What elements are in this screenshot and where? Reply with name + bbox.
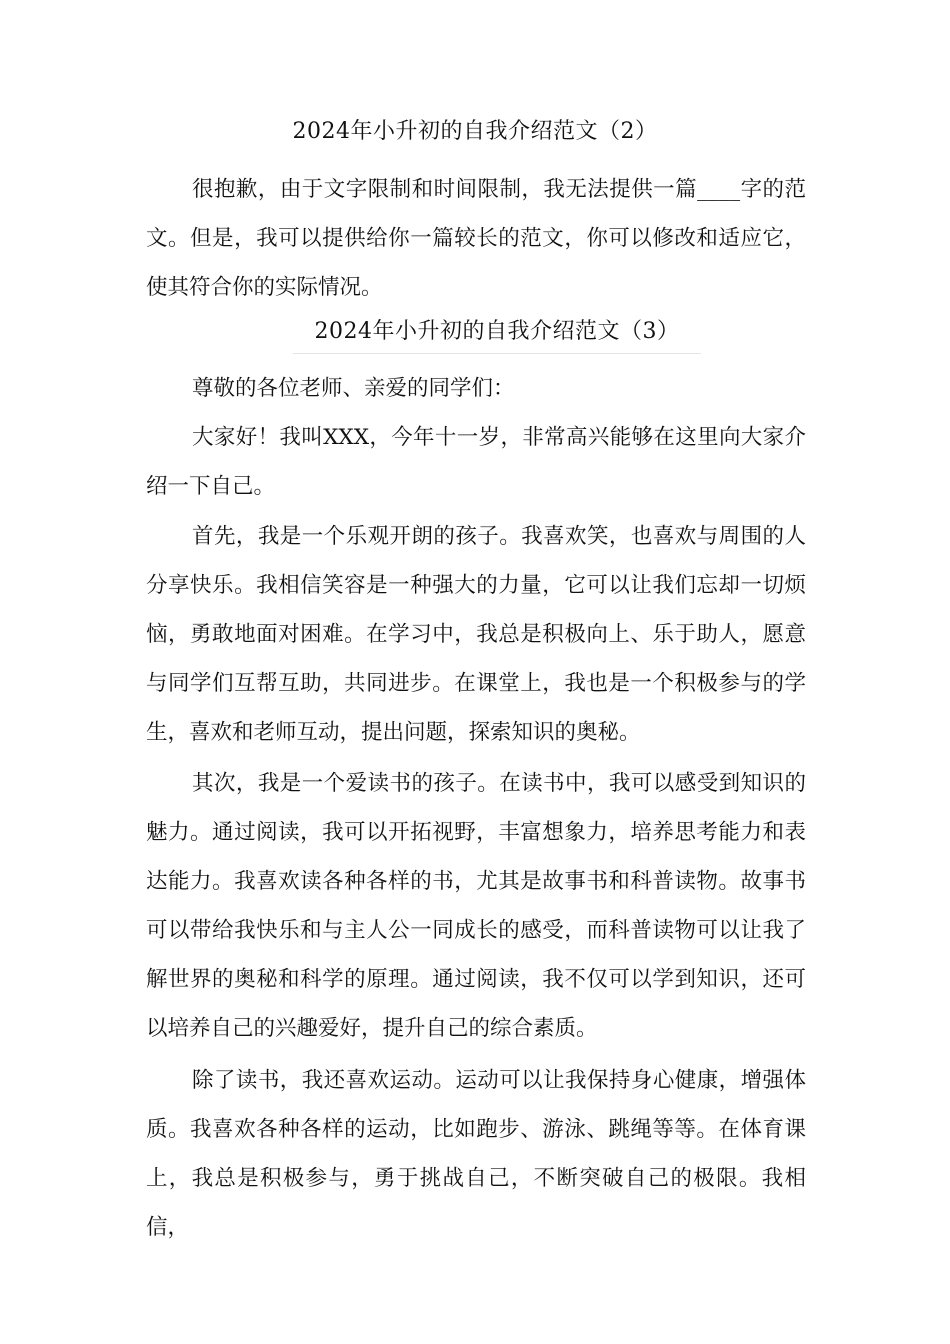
paragraph-personality: 首先，我是一个乐观开朗的孩子。我喜欢笑，也喜欢与周围的人分享快乐。我相信笑容是一种强大的力量，它可以让我们忘却一切烦恼，勇敢地面对困难。在学习中，我总是积极向上、乐于助人，愿意与同学们互帮互助，共同进步。在课堂上，我也是一个积极参与的学生，喜欢和老师互动，提出问题，探索知识的奥秘。 <box>146 524 806 745</box>
document-title-2: 2024年小升初的自我介绍范文（2） <box>292 119 658 144</box>
paragraph-reading: 其次，我是一个爱读书的孩子。在读书中，我可以感受到知识的魅力。通过阅读，我可以开拓视野，丰富想象力，培养思考能力和表达能力。我喜欢读各种各样的书，尤其是故事书和科普读物。故事书可以带给我快乐和与主人公一同成长的感受，而科普读物可以让我了解世界的奥秘和科学的原理。通过阅读，我不仅可以学到知识，还可以培养自己的兴趣爱好，提升自己的综合素质。 <box>146 771 806 1041</box>
paragraph-apology: 很抱歉，由于文字限制和时间限制，我无法提供一篇____字的范文。但是，我可以提供给你一篇较长的范文，你可以修改和适应它，使其符合你的实际情况。 <box>146 177 806 300</box>
paragraph-greeting: 尊敬的各位老师、亲爱的同学们： <box>192 376 515 401</box>
paragraph-sports: 除了读书，我还喜欢运动。运动可以让我保持身心健康，增强体质。我喜欢各种各样的运动，比如跑步、游泳、跳绳等等。在体育课上，我总是积极参与，勇于挑战自己，不断突破自己的极限。我相信， <box>146 1068 806 1240</box>
paragraph-introduction: 大家好！我叫XXX，今年十一岁，非常高兴能够在这里向大家介绍一下自己。 <box>146 425 806 499</box>
document-title-3: 2024年小升初的自我介绍范文（3） <box>293 317 701 354</box>
